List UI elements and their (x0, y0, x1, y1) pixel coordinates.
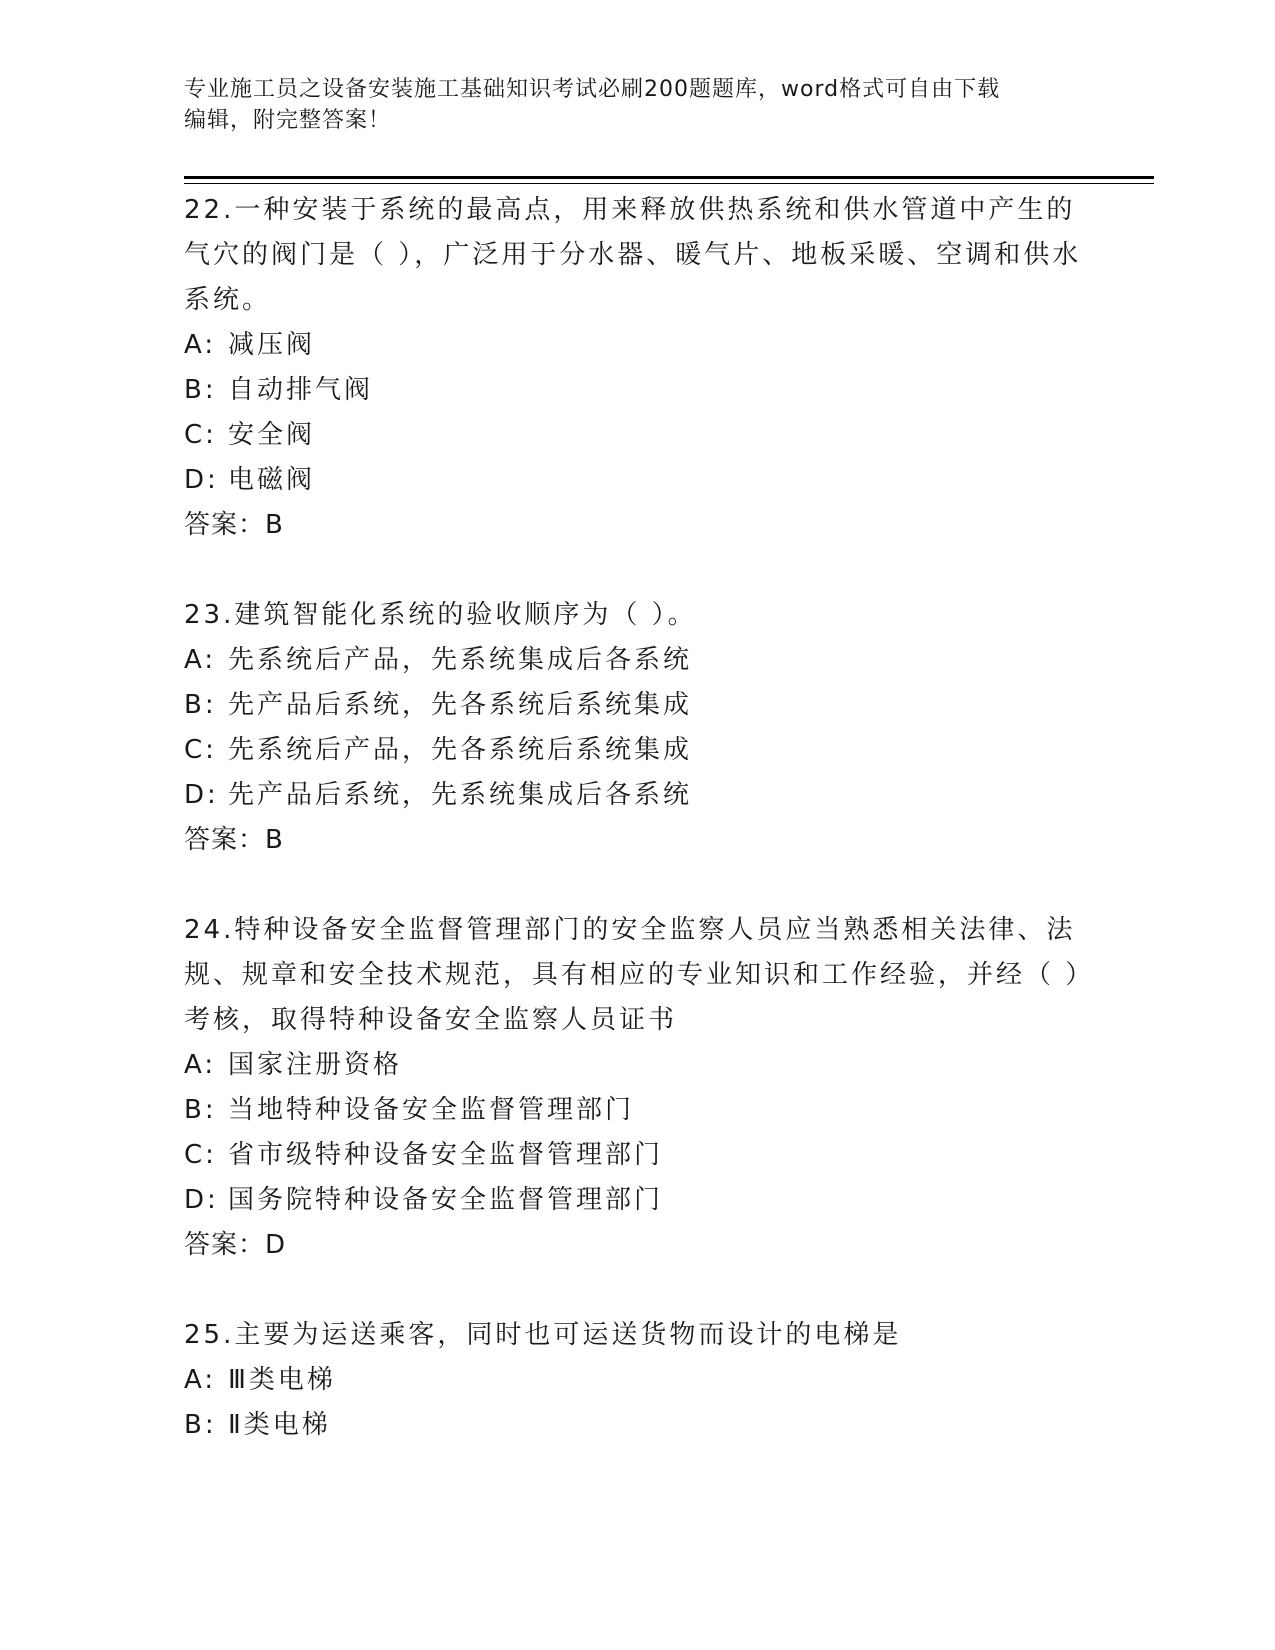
header-divider-thin (184, 183, 1154, 184)
option-b (184, 1403, 1084, 1448)
option-c (184, 728, 1084, 773)
option-letter: A: (184, 330, 217, 360)
question-spacer (184, 1268, 1084, 1313)
option-letter: C: (184, 735, 217, 765)
option-text: 当地特种设备安全监督管理部门 (228, 1095, 635, 1125)
header-divider-thick (184, 176, 1154, 179)
option-letter: A: (184, 1365, 217, 1395)
question-22 (184, 188, 1084, 548)
option-text: 安全阀 (228, 420, 316, 450)
option-text: 先系统后产品，先系统集成后各系统 (228, 645, 693, 675)
option-text: 先系统后产品，先各系统后系统集成 (228, 735, 693, 765)
document-header (184, 74, 1064, 136)
question-text: 24.特种设备安全监督管理部门的安全监察人员应当熟悉相关法律、法规、规章和安全技术规范，具有相应的专业知识和工作经验，并经（ ）考核，取得特种设备安全监察人员证书 (184, 915, 1082, 1035)
option-letter: C: (184, 420, 217, 450)
option-b (184, 683, 1084, 728)
answer-line: 答案：D (184, 1230, 287, 1260)
question-23 (184, 593, 1084, 863)
option-a (184, 1043, 1084, 1088)
question-text: 23.建筑智能化系统的验收顺序为（ ）。 (184, 600, 697, 630)
option-d (184, 773, 1084, 818)
option-letter: B: (184, 1410, 217, 1440)
option-letter: B: (184, 375, 217, 405)
option-a (184, 323, 1084, 368)
question-text: 22.一种安装于系统的最高点，用来释放供热系统和供水管道中产生的气穴的阀门是（ ），广泛用于分水器、暖气片、地板采暖、空调和供水系统。 (184, 195, 1082, 315)
option-b (184, 1088, 1084, 1133)
option-text: 减压阀 (228, 330, 316, 360)
header-line-1: 专业施工员之设备安装施工基础知识考试必刷200题题库，word格式可自由下载 (184, 77, 1001, 102)
option-text: Ⅱ类电梯 (228, 1410, 331, 1440)
option-text: 电磁阀 (228, 465, 316, 495)
question-text: 25.主要为运送乘客，同时也可运送货物而设计的电梯是 (184, 1320, 902, 1350)
option-c (184, 413, 1084, 458)
option-letter: D: (184, 1185, 219, 1215)
option-c (184, 1133, 1084, 1178)
header-line-2: 编辑，附完整答案！ (184, 108, 392, 133)
answer-line: 答案：B (184, 510, 284, 540)
question-list (184, 188, 1084, 1448)
option-text: 先产品后系统，先各系统后系统集成 (228, 690, 693, 720)
answer-line: 答案：B (184, 825, 284, 855)
option-letter: A: (184, 645, 217, 675)
option-text: Ⅲ类电梯 (228, 1365, 336, 1395)
option-d (184, 458, 1084, 503)
question-spacer (184, 548, 1084, 593)
option-letter: B: (184, 690, 217, 720)
option-text: 国务院特种设备安全监督管理部门 (228, 1185, 664, 1215)
option-letter: A: (184, 1050, 217, 1080)
question-24 (184, 908, 1084, 1268)
question-25 (184, 1313, 1084, 1448)
option-letter: D: (184, 465, 219, 495)
option-text: 先产品后系统，先系统集成后各系统 (228, 780, 693, 810)
question-spacer (184, 863, 1084, 908)
option-b (184, 368, 1084, 413)
option-d (184, 1178, 1084, 1223)
option-a (184, 1358, 1084, 1403)
option-letter: D: (184, 780, 219, 810)
option-text: 国家注册资格 (228, 1050, 403, 1080)
option-letter: C: (184, 1140, 217, 1170)
option-text: 省市级特种设备安全监督管理部门 (228, 1140, 664, 1170)
option-a (184, 638, 1084, 683)
option-text: 自动排气阀 (228, 375, 374, 405)
option-letter: B: (184, 1095, 217, 1125)
